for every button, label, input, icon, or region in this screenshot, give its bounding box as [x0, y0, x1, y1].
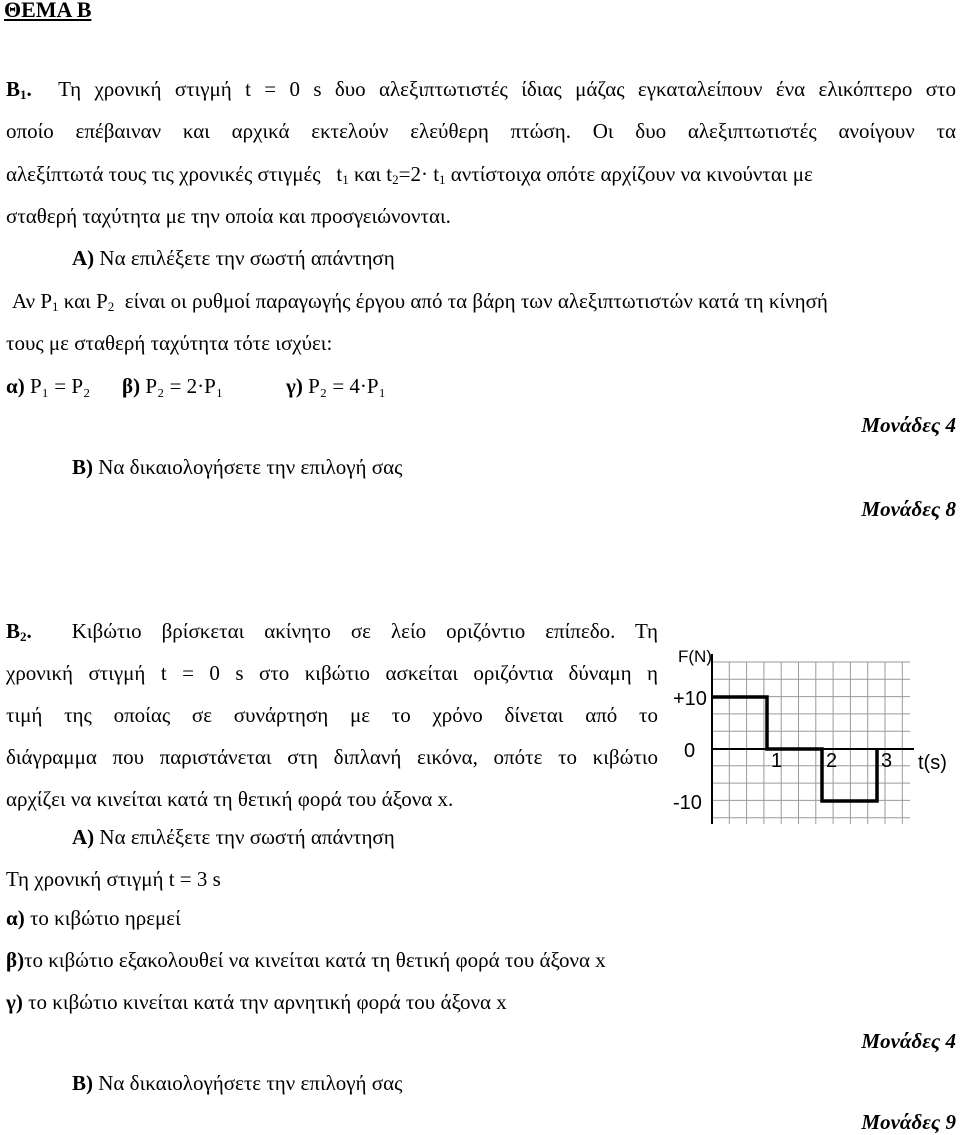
b2-line-2: χρονική στιγμή t = 0 s στο κιβώτιο ασκείται οριζόντια δύναμη η: [6, 661, 658, 685]
force-time-graph: [670, 640, 960, 840]
b2-line-3: τιμή της οποίας σε συνάρτηση με το χρόνο δίνεται από το: [6, 703, 658, 727]
b1-line-4: σταθερή ταχύτητα με την οποία και προσγειώνονται.: [6, 204, 451, 228]
b2-line-1: $B_2$. Κιβώτιο βρίσκεται ακίνητο σε λείο οριζόντιο επίπεδο. Τη: [6, 619, 659, 644]
b2-line-4: διάγραμμα που παριστάνεται στη διπλανή εικόνα, οπότε το κιβώτιο: [6, 745, 658, 769]
b2-option-a: α) το κιβώτιο ηρεμεί: [6, 906, 181, 930]
b2-part-b-heading: Β) Να δικαιολογήσετε την επιλογή σας: [72, 1071, 403, 1095]
page-title: ΘΕΜΑ Β: [4, 0, 92, 22]
b2-question: Τη χρονική στιγμή t = 3 s: [6, 867, 221, 891]
b2-line-5: αρχίζει να κινείται κατά τη θετική φορά του άξονα x.: [6, 787, 454, 811]
b1-part-b-heading: Β) Να δικαιολογήσετε την επιλογή σας: [72, 455, 403, 479]
y-axis-label: F(N): [678, 647, 712, 666]
b1-option-c: γ) P₂ = 4·P₁: [286, 374, 386, 398]
b2-option-c: γ) το κιβώτιο κινείται κατά την αρνητική φορά του άξονα x: [6, 990, 507, 1014]
b1-text-1: Τη χρονική στιγμή t = 0 s δυο αλεξιπτωτιστές ίδιας μάζας εγκαταλείπουν ένα ελικόπτερο στο: [58, 77, 956, 101]
b1-part-a-heading: Α) Να επιλέξετε την σωστή απάντηση: [72, 246, 395, 270]
graph-tick-labels: [673, 688, 892, 814]
b1-option-a: α) P₁ = P₂: [6, 374, 91, 398]
x-axis-label: t(s): [918, 752, 947, 774]
graph-grid: [712, 662, 910, 824]
b1-line-2: οποίο επέβαιναν και αρχικά εκτελούν ελεύθερη πτώση. Οι δυο αλεξιπτωτιστές ανοίγουν τα: [6, 119, 956, 143]
b2-marks-b: Μονάδες 9: [861, 1110, 956, 1134]
b1-line-1: [6, 77, 956, 102]
b1-label: $B_1$.: [6, 77, 32, 102]
b2-marks-a: Μονάδες 4: [861, 1029, 956, 1053]
y-tick-label: -10: [673, 792, 702, 814]
y-tick-label: 0: [684, 740, 696, 762]
x-tick-label: 2: [826, 750, 838, 772]
b1-question-line-1: Αν $P_1$ και $P_2$ είναι οι ρυθμοί παραγωγής έργου από τα βάρη των αλεξιπτωτιστών κατά τη κίνησή: [12, 289, 828, 314]
b2-part-a-heading: Α) Να επιλέξετε την σωστή απάντηση: [72, 825, 395, 849]
y-tick-label: +10: [673, 688, 707, 710]
b1-marks-b: Μονάδες 8: [861, 497, 956, 521]
b2-option-b: β)το κιβώτιο εξακολουθεί να κινείται κατά τη θετική φορά του άξονα x: [6, 948, 606, 972]
x-tick-label: 1: [771, 750, 783, 772]
x-tick-label: 3: [881, 750, 893, 772]
b1-question-line-2: τους με σταθερή ταχύτητα τότε ισχύει:: [6, 331, 333, 355]
b1-marks-a: Μονάδες 4: [861, 413, 956, 437]
b1-option-b: β) P₂ = 2·P₁: [122, 374, 224, 398]
b1-line-3: αλεξίπτωτά τους τις χρονικές στιγμές $t_1$ και $t_2=2\cdot t_1$ αντίστοιχα οπότε αρχίζουν να κινούνται με: [6, 162, 813, 187]
